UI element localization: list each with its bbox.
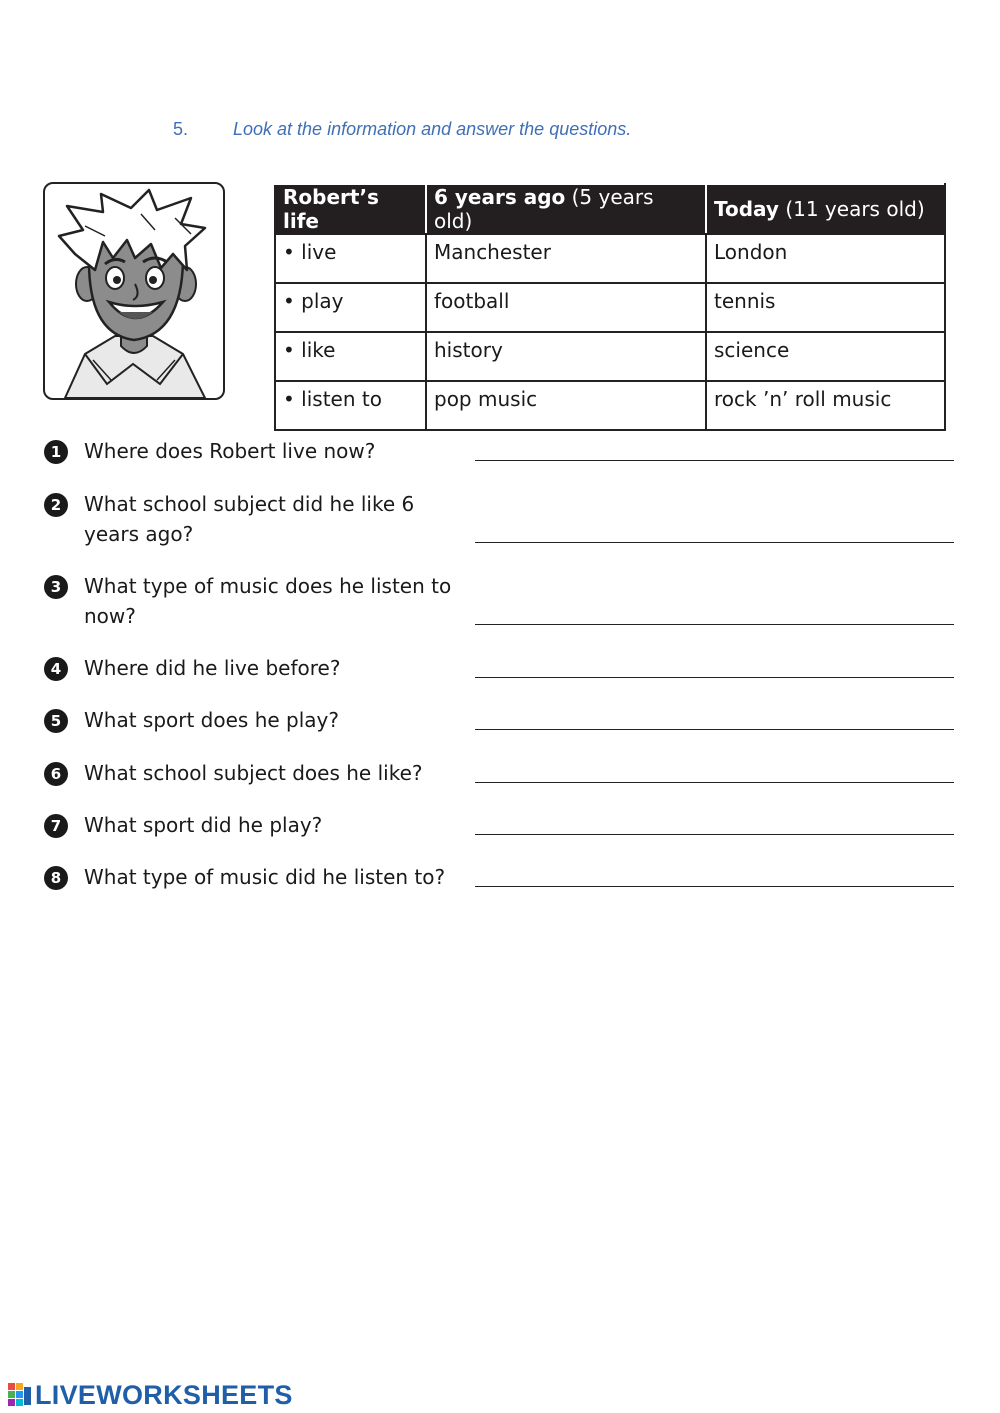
question-text: What school subject does he like? [84, 761, 423, 785]
today-value: tennis [706, 283, 945, 332]
header-cell: 6 years ago (5 years old) [426, 184, 706, 234]
question-number-badge: 5 [44, 709, 68, 733]
instruction-text: Look at the information and answer the questions. [233, 119, 632, 139]
question-text: Where does Robert live now? [84, 439, 376, 463]
question-text: What type of music does he listen to now? [84, 574, 452, 628]
question-number-badge: 4 [44, 657, 68, 681]
past-value: football [426, 283, 706, 332]
table-row [275, 381, 945, 430]
today-value: London [706, 234, 945, 283]
today-value: rock ’n’ roll music [706, 381, 945, 430]
table-row [275, 283, 945, 332]
question-5 [44, 705, 464, 735]
table-header-row [275, 184, 945, 234]
answer-line-8[interactable] [475, 886, 954, 887]
question-4 [44, 653, 464, 683]
question-6 [44, 758, 464, 788]
instruction-number: 5. [173, 119, 189, 139]
question-number-badge: 7 [44, 814, 68, 838]
table-row [275, 234, 945, 283]
question-8 [44, 862, 464, 892]
question-2 [44, 489, 464, 549]
question-1 [44, 436, 464, 466]
instruction [173, 119, 631, 140]
row-label: • live [275, 234, 426, 283]
question-text: What type of music did he listen to? [84, 865, 446, 889]
past-value: Manchester [426, 234, 706, 283]
header-cell: Robert’s life [275, 184, 426, 234]
liveworksheets-logo[interactable] [8, 1380, 293, 1411]
row-label: • like [275, 332, 426, 381]
question-7 [44, 810, 464, 840]
question-number-badge: 2 [44, 493, 68, 517]
row-label: • play [275, 283, 426, 332]
question-text: What sport does he play? [84, 708, 339, 732]
question-number-badge: 6 [44, 762, 68, 786]
question-3 [44, 571, 464, 631]
question-number-badge: 1 [44, 440, 68, 464]
question-number-badge: 8 [44, 866, 68, 890]
answer-line-7[interactable] [475, 834, 954, 835]
answer-line-5[interactable] [475, 729, 954, 730]
brand-name: LIVEWORKSHEETS [35, 1380, 293, 1410]
table-row [275, 332, 945, 381]
robert-illustration [43, 182, 225, 400]
header-cell: Today (11 years old) [706, 184, 945, 234]
answer-line-6[interactable] [475, 782, 954, 783]
past-value: history [426, 332, 706, 381]
answer-line-1[interactable] [475, 460, 954, 461]
question-number-badge: 3 [44, 575, 68, 599]
answer-line-3[interactable] [475, 624, 954, 625]
liveworksheets-logo-icon [8, 1383, 32, 1409]
answer-line-4[interactable] [475, 677, 954, 678]
question-text: What school subject did he like 6 years ago? [84, 492, 415, 546]
question-text: What sport did he play? [84, 813, 323, 837]
today-value: science [706, 332, 945, 381]
question-text: Where did he live before? [84, 656, 341, 680]
row-label: • listen to [275, 381, 426, 430]
answer-line-2[interactable] [475, 542, 954, 543]
past-value: pop music [426, 381, 706, 430]
info-table [274, 183, 946, 431]
